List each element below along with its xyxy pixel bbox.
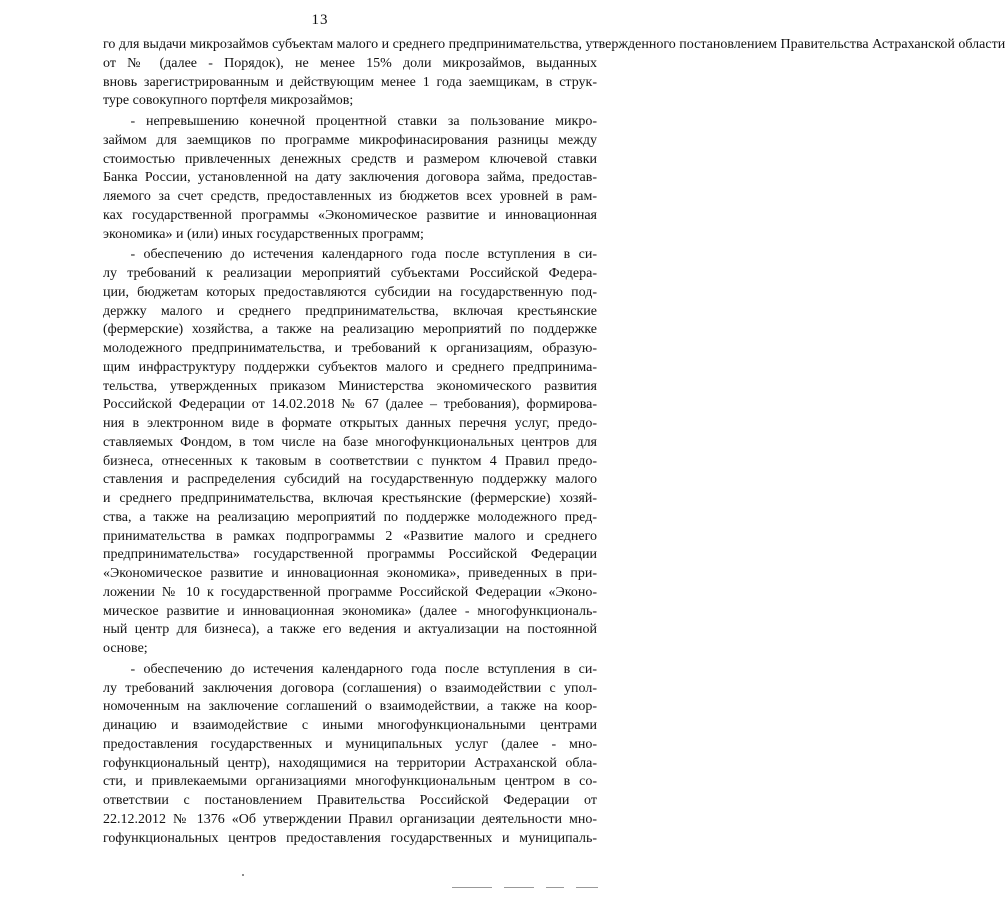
text-line: и среднего предпринимательства, включая крестьянские (фермерские) хозяй- — [103, 491, 597, 506]
text-line: Банка России, установленной на дату заключения договора займа, предостав- — [103, 170, 597, 186]
text-line: туре совокупного портфеля микрозаймов; — [103, 93, 354, 109]
text-line: стоимостью привлеченных денежных средств и размером ключевой ставки — [103, 151, 597, 167]
body-text — [103, 36, 1005, 848]
scan-speck — [242, 874, 244, 876]
text-line: тельства, утвержденных приказом Министерства экономического развития — [103, 378, 597, 394]
text-line: - обеспечению до истечения календарного года после вступления в си- — [130, 247, 597, 263]
footer-scan-marks — [452, 885, 602, 891]
text-line: щим инфраструктуру поддержки субъектов малого и среднего предпринима- — [103, 359, 597, 375]
text-line: номоченным на заключение соглашений о взаимодействии, а также на коор- — [103, 699, 597, 715]
text-line: лу требований заключения договора (соглашения) о взаимодействии с упол- — [103, 680, 597, 696]
text-line: лу требований к реализации мероприятий субъектами Российской Федера- — [103, 266, 597, 281]
text-line: от № (далее - Порядок), не менее 15% доли микрозаймов, выданных — [103, 55, 597, 71]
text-line: 22.12.2012 № 1376 «Об утверждении Правил организации деятельности мно- — [103, 811, 597, 827]
text-line: вновь зарегистрированным и действующим менее 1 года заемщикам, в струк- — [103, 74, 597, 90]
text-line: динацию и взаимодействие с иными многофункциональными центрами — [103, 718, 597, 733]
text-line: бизнеса, отнесенных к таковым в соответствии с пунктом 4 Правил предо- — [103, 453, 597, 469]
text-line: ляемого за счет средств, предоставленных из бюджетов всех уровней в рам- — [103, 189, 597, 204]
text-line: держку малого и среднего предпринимательства, включая крестьянские — [103, 303, 597, 319]
text-line: предпринимательства» государственной программы Российской Федерации — [103, 547, 597, 563]
text-line: гофункциональный центр), находящимися на территории Астраханской обла- — [103, 755, 597, 771]
text-line: молодежного предпринимательства, и требований к организациям, образую- — [103, 341, 597, 356]
text-line: предоставления государственных и муниципальных услуг (далее - мно- — [103, 736, 597, 752]
text-line: займом для заемщиков по программе микрофинасирования разницы между — [103, 132, 597, 148]
text-line: ства, а также на реализацию мероприятий по поддержке молодежного пред- — [103, 509, 597, 525]
text-line: го для выдачи микрозаймов субъектам малого и среднего предпринимательства, утвержденного постановлением Правительства Астраханской области — [103, 37, 1005, 52]
text-line: - обеспечению до истечения календарного года после вступления в си- — [130, 661, 597, 677]
text-line: ставления и распределения субсидий на государственную поддержку малого — [103, 472, 597, 488]
text-line: гофункциональных центров предоставления государственных и муниципаль- — [103, 830, 597, 846]
text-line: сти, и привлекаемыми организациями многофункциональным центром в со- — [103, 774, 597, 790]
text-line: «Экономическое развитие и инновационная экономика», приведенных в при- — [103, 566, 597, 581]
text-line: ции, бюджетам которых предоставляются субсидии на государственную под- — [103, 284, 597, 300]
text-line: ках государственной программы «Экономическое развитие и инновационная — [103, 207, 597, 223]
text-line: ния в электронном виде в формате открытых данных перечня услуг, предо- — [103, 416, 597, 431]
text-line: ный центр для бизнеса), а также его ведения и актуализации на постоянной — [103, 622, 597, 638]
text-line: - непревышению конечной процентной ставки за пользование микро- — [130, 114, 597, 129]
text-line: (фермерские) хозяйства, а также на реализацию мероприятий по поддержке — [103, 322, 597, 338]
text-line: основе; — [103, 641, 148, 656]
page-number: 13 — [311, 12, 329, 28]
text-line: принимательства в рамках подпрограммы 2 «Развитие малого и среднего — [103, 528, 597, 544]
text-line: экономика» и (или) иных государственных программ; — [103, 226, 424, 242]
text-line: мическое развитие и инновационная экономика» (далее - многофункциональ- — [103, 603, 597, 619]
text-line: Российской Федерации от 14.02.2018 № 67 (далее – требования), формирова- — [103, 397, 597, 413]
text-line: ответствии с постановлением Правительства Российской Федерации от — [103, 793, 597, 808]
text-line: ложении № 10 к государственной программе Российской Федерации «Эконо- — [103, 584, 597, 600]
text-line: ставляемых Фондом, в том числе на базе многофункциональных центров для — [103, 434, 597, 450]
